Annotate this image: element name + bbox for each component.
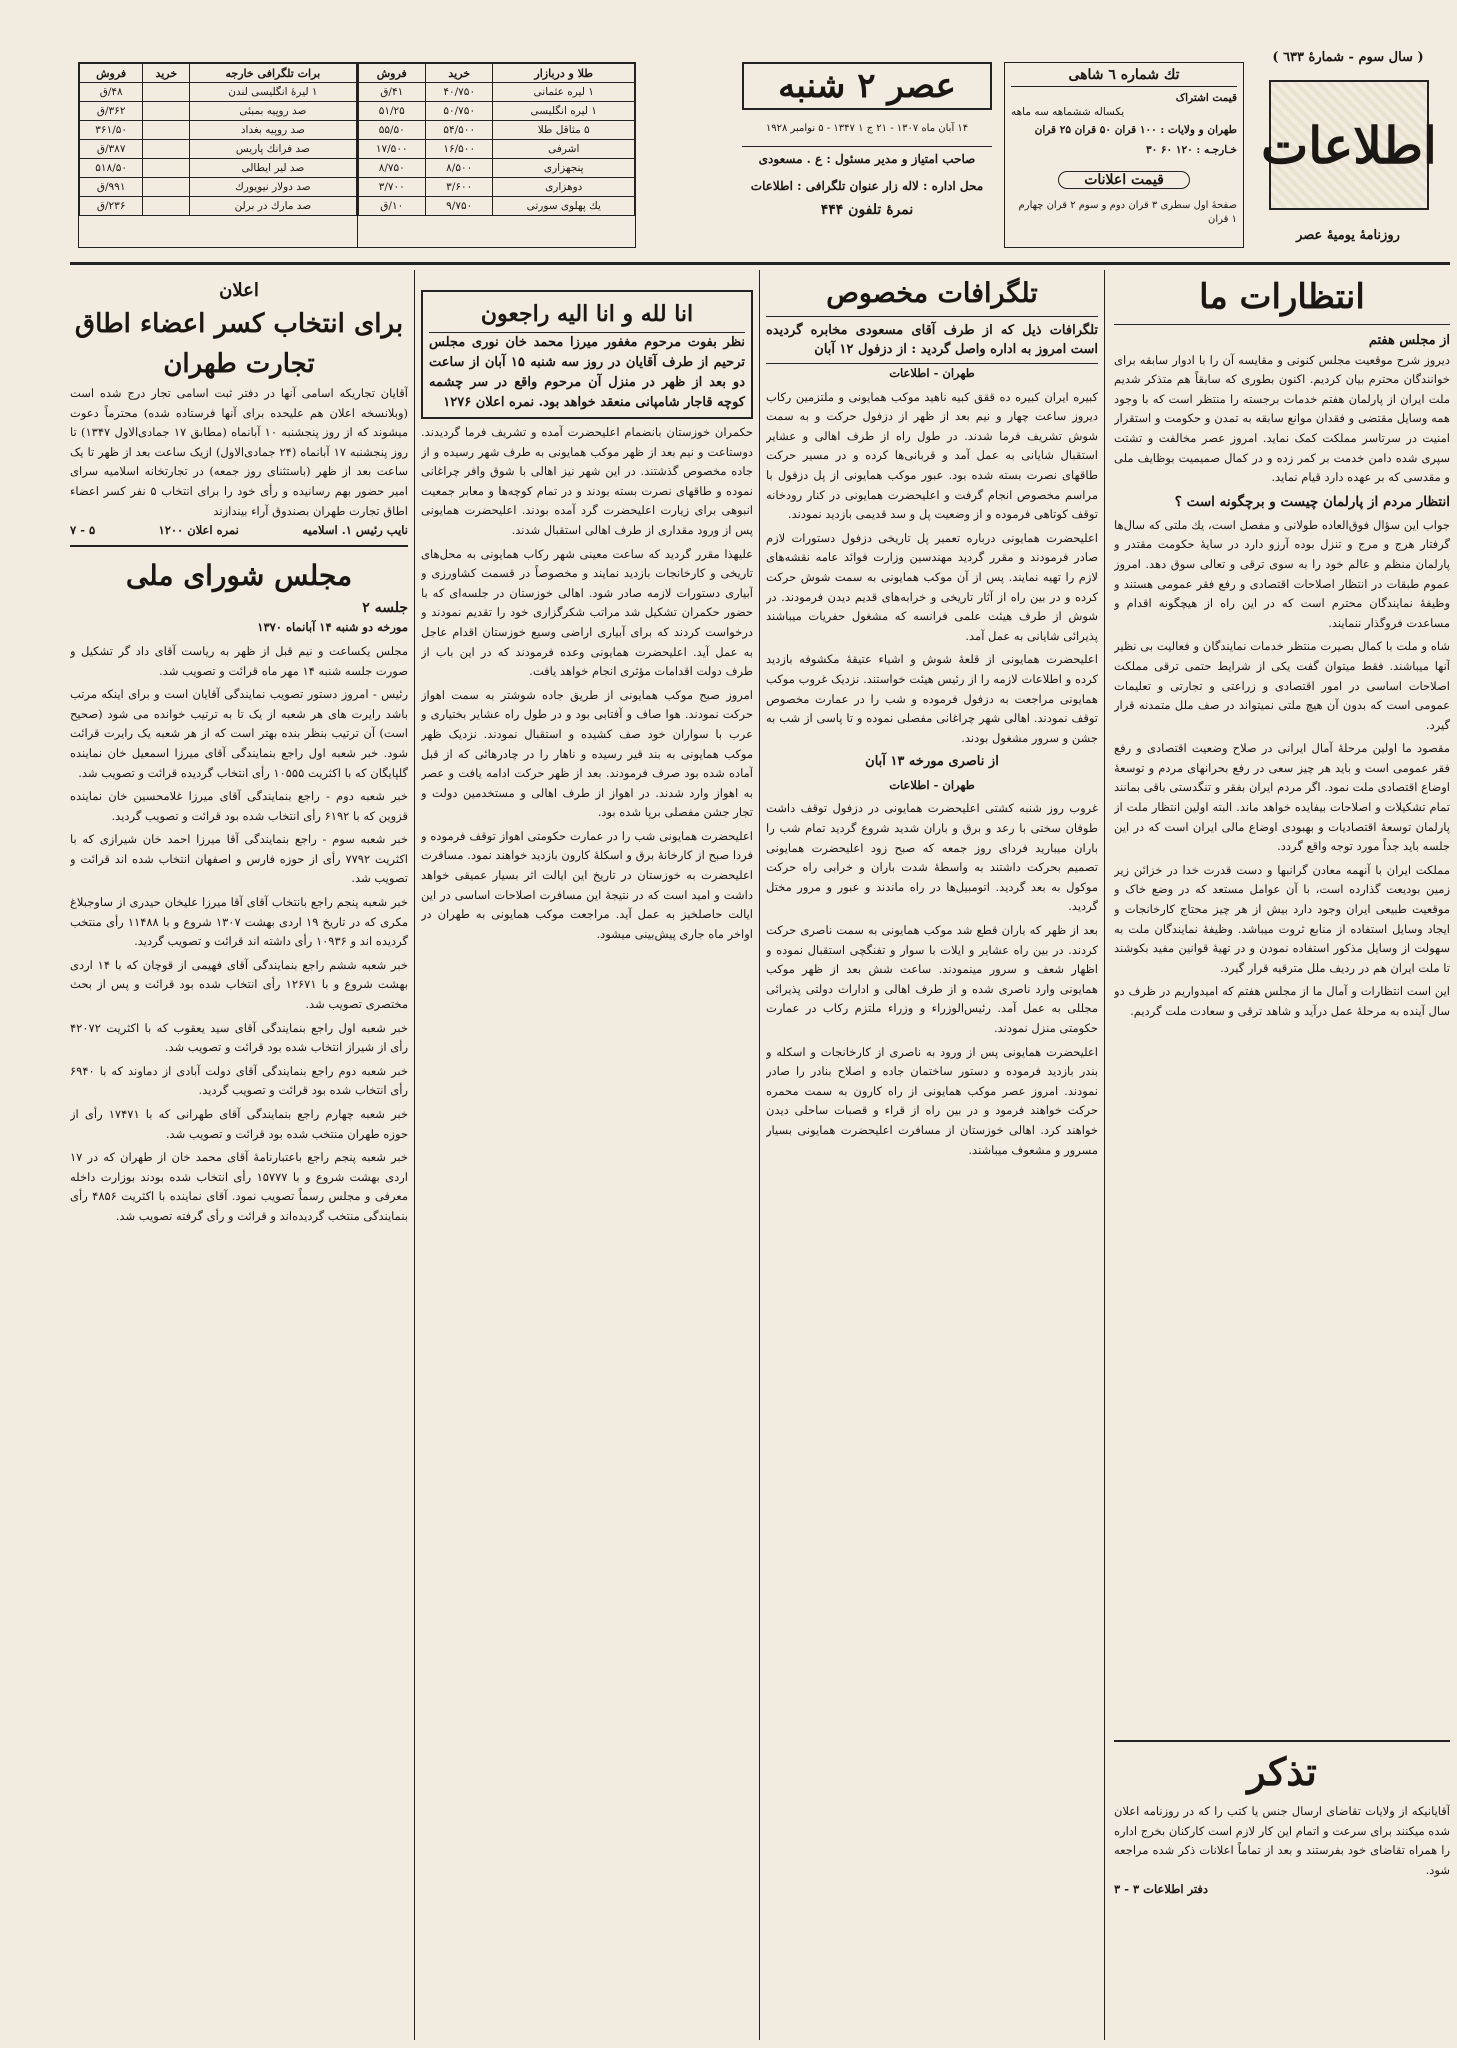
editorial-subheading: انتظار مردم از پارلمان چیست و برچگونه است ؟	[1174, 493, 1450, 510]
parliament-paragraph: خبر شعبه پنجم راجع باعتبارنامهٔ آقای محمد خان از طهران که در ۱۷ اردی بهشت شروع و با ۱۵۷۷۷ رأی انتخاب شده بودند بوزارت داخله معرفی و مجلس رسماً تصویب نمود. آقای نماینده با اکثریت ۴۸۵۶ رأی بنمایندگی منتخب گردیده‌اند و قرائت و رأی گرفته تصویب شد.	[70, 1150, 408, 1223]
ad-heading: برای انتخاب کسر اعضاء اطاق تجارت طهران	[74, 309, 404, 379]
table-row: یك پهلوی سورتی ۹/۷۵۰ ۱۰/ق	[358, 197, 635, 216]
table-row: ۱ لیره انگلیسی ۵۰/۷۵۰ ۵۱/۲۵	[358, 102, 635, 121]
parliament-paragraph: خبر شعبه اول راجع بنمایندگی آقای سید یعقوب که با اکثریت ۴۲۰۷۲ رأی از شیراز انتخاب شده بود قرائت و تصویب شد.	[70, 1020, 408, 1055]
ad-text: آقایان تجاریکه اسامی آنها در دفتر ثبت اسامی تجار درج شده است (وبلانسخه اعلان هم علیحده برای آنها فرستاده شده) محترماً دعوت میشوند که از روز پنجشنبه ۱۰ آبانماه (مطابق ۱۷ جمادی‌الاول ۱۳۴۷) تا روز پنجشنبه ۱۷ آبانماه (۲۴ جمادی‌الاول) ازیک ساعت بعد از ظهر تا یک ساعت بعد از ظهر (باستثنای روز جمعه) در تجارتخانه اسلامیه سرای امیر حضور بهم رسانیده و رأی خود را برای انتخاب ۵ نفر کسر اعضاء اطاق تجارت طهران بصندوق آراء بیندازند	[70, 386, 408, 518]
obituary-box	[421, 290, 753, 419]
subscription-label: قیمت اشتراک	[1175, 92, 1237, 104]
parliament-paragraph: خبر شعبه دوم راجع بنمایندگی آقای دولت آبادی از دماوند که با ۶۹۴۰ رأی انتخاب شده بود قرائت و تصویب گردید.	[70, 1063, 408, 1098]
table-row: ۱ لیره عثمانی ۴۰/۷۵۰ ۴۱/ق	[358, 83, 635, 102]
rates-col-sell: فروش	[358, 64, 425, 83]
rates-right	[357, 63, 636, 247]
column-editorial	[1114, 270, 1450, 2040]
editorial-paragraph: شاه و ملت با کمال بصیرت منتظر خدمات نمایندگان و فعالیت بی نظیر آنها میباشند. فقط میتوان گفت یکی از شرایط حتمی ترقی مملکت اصلاحات اساسی در امور اقتصادی و زراعتی و تجارتی و تعلیمات عمومی است که بدون آن هیچ ملتی نمیتواند در صف ملل متمدنه قرار گیرد.	[1114, 639, 1450, 732]
rates-table-right	[358, 63, 636, 216]
subscription-box	[1004, 62, 1244, 248]
table-row: صد مارك در برلن ۲۳۶/ق	[80, 197, 357, 216]
table-row: ۱ لیرهٔ انگلیسی لندن ۴۸/ق	[80, 83, 357, 102]
rates-col-buy: خرید	[425, 64, 492, 83]
telegram-paragraph: اعلیحضرت همایونی پس از ورود به ناصری از کارخانجات و اسکله و بندر بازدید فرموده و دستور ساختمان جاده و اصلاح بنادر را صادر نمودند. امروز عصر موکب همایونی از راه کارون به سمت محمره حرکت خواهند فرمود و در بین راه از قراء و قصبات ساحلی دیدن خواهند کرد. اهالی خوزستان از مسافرت اعلیحضرت همایونی بسیار مسرور و مشعوف میباشند.	[766, 1044, 1098, 1157]
rates-col-type: برات تلگرافی خارجه	[190, 64, 356, 83]
newspaper-logo	[1261, 80, 1437, 210]
parliament-session: جلسه ۲	[362, 599, 408, 616]
subscription-tehran: طهران و ولایات : ۱۰۰ قران ۵۰ قران ۲۵ قران	[1034, 124, 1237, 136]
rates-col-buy: خرید	[143, 64, 190, 83]
telegram-dateline: طهران - اطلاعات	[889, 777, 975, 792]
single-price: تك شماره ٦ شاهی	[1011, 67, 1237, 87]
editorial-paragraph: دیروز شرح موقعیت مجلس کنونی و مقایسه آن را با ادوار سابقه برای خوانندگان محترم بیان کردیم. اکنون بطوری که سابقاً هم متذکر شدیم ملت ایران از پارلمان هفتم خدمات برجسته را منتظر است که با وجود همه وسایل مقتضی و فقدان موانع سابقه به تمدن و حکومت و استقرار امنیت در سرتاسر مملکت کمک نماید. امروز عصر مخالفت و تشتت سپری شده دامن خدمت بر کمر زده و در کمال صمیمیت بوظایف ملی و مقدسی که بر عهده دارد قیام نماید.	[1114, 352, 1450, 485]
news-paragraph: اعلیحضرت همایونی شب را در عمارت حکومتی اهواز توقف فرموده و فردا صبح از کارخانهٔ برق و اسکلهٔ کارون بازدید خواهند نمود. مسافرت اعلیحضرت به خوزستان در تاریخ این ایالت اثر بسیار عمیقی خواهد داشت و امید است که در نتیجهٔ این مسافرت اصلاحات اساسی در این ایالت حاصلخیز به عمل آید. مراجعت موکب همایونی به طهران در اواخر ماه جاری پیش‌بینی میشود.	[421, 828, 753, 941]
parliament-intro: مورخه دو شنبه ۱۴ آبانماه ۱۳۷۰	[257, 620, 408, 635]
subtitle: روزنامهٔ یومیهٔ عصر	[1296, 228, 1400, 243]
column-divider	[414, 270, 416, 2040]
subscription-head: یکساله ششماهه سه ماهه	[1011, 106, 1125, 118]
date-line: ۱۴ آبان ماه ۱۳۰۷ - ۲۱ ج ۱ ۱۳۴۷ - ۵ نوامبر ۱۹۲۸	[765, 123, 969, 134]
masthead-rule	[70, 262, 1450, 265]
news-paragraph: علیهذا مقرر گردید که ساعت معینی شهر رکاب همایونی به محل‌های تاریخی و کارخانجات بازدید نمایند و مخصوصاً در قسمت کشاورزی و آبیاری دستورات لازمه صادر شود. اهالی خوزستان در جلسه‌ای که با حضور حکمران تشکیل شد مراتب شکرگزاری خود را تقدیم نمودند و درخواست کردند که برای آبیاری اراضی وسیع خوزستان اقدام عاجل به عمل آید. اعلیحضرت همایونی وعده فرمودند که در این باب از طرف دولت اقدامات مؤثری انجام خواهد یافت.	[421, 546, 753, 679]
telegrams-title: تلگرافات مخصوص	[766, 272, 1098, 317]
telegram-dateline: از ناصری مورخه ۱۳ آبان	[865, 754, 999, 770]
ads-price-text: صفحهٔ اول سطری ۳ قران دوم و سوم ۲ قران چهارم ۱ قران	[1018, 200, 1237, 225]
parliament-paragraph: خبر شعبه پنجم راجع بانتخاب آقای آقا میرزا علیخان حیدری از ساوجبلاغ مکری که در تاریخ ۱۹ اردی بهشت ۱۳۰۷ شروع و با ۱۱۴۸۸ رأی منتخب گردیده اند و ۱۰۹۳۶ رأی داشته اند قرائت و تصویب گردید.	[70, 895, 408, 949]
masthead-logo-block	[1253, 52, 1443, 257]
year-issue: ( سال سوم - شمارهٔ ٦٣٣ )	[1272, 50, 1424, 65]
column-obituary	[421, 270, 753, 2040]
editorial-paragraph: مملکت ایران با آنهمه معادن گرانبها و دست قدرت خدا در خزائن زیر زمین بودیعت گذارده است، با آن عوامل مستعد که در وضع خاک و موقعیت طبیعی ایران وجود دارد بیش از هر چیز محتاج کارخانجات و ایجاد وسایل استفاده از منابع ثروت میباشد. وظیفهٔ نمایندگان ملت به سهولت از وسایل مذکور استفاده نمودن و در تهیهٔ قوانین مفید بکوشند تا ملت ایران هم در ردیف ملل مترقیه قرار گیرد.	[1114, 862, 1450, 975]
parliament-paragraph: مجلس یکساعت و نیم قبل از ظهر به ریاست آقای داد گر تشکیل و صورت جلسه شنبه ۱۴ مهر ماه قرائت و تصویب شد.	[70, 643, 408, 678]
editorial-paragraph: این است انتظارات و آمال ما از مجلس هفتم که امیدواریم در ظرف دو سال آینده به مرحلهٔ عمل درآید و شاهد ترقی و سعادت ملت گردیم.	[1114, 984, 1450, 1018]
chamber-ad	[70, 278, 408, 547]
news-paragraph: امروز صبح موکب همایونی از طریق جاده شوشتر به سمت اهواز حرکت نمودند. هوا صاف و آفتابی بود و در طول راه عشایر بختیاری و عرب با سواران خود صف کشیده و استقبال نمودند. نزدیک ظهر موکب همایونی به بند قیر رسیده و ناهار را در چادرهائی که از قبل آماده شده بود صرف فرمودند. بعد از ظهر حرکت ادامه یافت و عصر به اهواز وارد شدند. در اهواز از طرف اهالی و مستخدمین دولت و تجار جشن مفصلی برپا شده بود.	[421, 687, 753, 820]
table-row: اشرفی ۱۶/۵۰۰ ۱۷/۵۰۰	[358, 140, 635, 159]
ad-number: ۵ - ۷	[70, 523, 96, 538]
logo-text: اطلاعات	[1261, 115, 1437, 175]
rates-table-left	[79, 63, 357, 216]
rates-col-type: طلا و دربازار	[493, 64, 635, 83]
notice-text: آقایانیکه از ولایات تقاضای ارسال جنس یا کتب را که در روزنامه اعلان شده میکنند برای سرعت و اتمام این کار لازم است کارکنان بخرج اداره را همراه تقاضای خود بفرستند و بعد از تماماً اعلانات ذکر شده مراجعه شود.	[1114, 1804, 1450, 1877]
editorial-subheading: از مجلس هفتم	[1368, 333, 1450, 348]
rates-left	[79, 63, 357, 247]
news-paragraph: حکمران خوزستان بانضمام اعلیحضرت آمده و تشریف فرما گردیدند. دوستاعت و نیم بعد از ظهر موکب همایونی به طرف شهر رسیده و از جاده مخصوص گذشتند. در این شهر نیز اهالی با شوق وافر چراغانی نموده و طاقهای نصرت بسته بودند و در تمام کوچه‌ها و معابر جمعیت انبوهی برای زیارت اعلیحضرت گرد آمده بودند. اعلیحضرت همایونی پس از ورود مقداری از طرف اهالی استقبال شدند.	[421, 425, 753, 537]
editorial-title: انتظارات ما	[1114, 274, 1450, 325]
rates-col-sell: فروش	[80, 64, 143, 83]
parliament-paragraph: رئیس - امروز دستور تصویب نمایندگی آقایان است و برای اینکه مرتب باشد رایرت های هر شعبه از یک تا به ترتیب خوانده می شود (صحیح است) آن ترتیب بنظر بنده بهتر است که از هر شعبه یک رایرت قرائت شود. خبر شعبه اول راجع بنمایندگی آقای میرزا اسمعیل خان نماینده گلپایگان که با اکثریت ۱۰۵۵۵ رأی انتخاب گردیده قرائت و تصویب شد.	[70, 687, 408, 780]
owner-line: صاحب امتیاز و مدیر مسئول : ع . مسعودی	[742, 146, 992, 167]
subscription-abroad: خـارجـه : ۱۲۰ ۶۰ ۳۰	[1145, 144, 1237, 156]
table-row: صد فرانك پاریس ۳۸۷/ق	[80, 140, 357, 159]
notice-title: تذکر	[1247, 1749, 1317, 1794]
parliament-title: مجلس شورای ملی	[125, 558, 353, 592]
column-divider	[1104, 270, 1106, 2040]
telegram-paragraph: اعلیحضرت همایونی درباره تعمیر پل تاریخی دزفول دستورات لازم صادر فرمودند و مقرر گردید مهندسین وزارت فوائد عامه نقشه‌های لازم را تهیه نمایند. پس از آن موکب همایونی به سمت شوش حرکت کرده و در بین راه از آثار تاریخی و خرابه‌های قدیم دیدن فرمودند. در شوش از طرف هیئت علمی فرانسه که مشغول حفریات میباشند پذیرائی شایانی به عمل آمد.	[766, 530, 1098, 643]
parliament-paragraph: خبر شعبه چهارم راجع بنمایندگی آقای طهرانی که با ۱۷۴۷۱ رأی از حوزه طهران منتخب شده بود قرائت و تصویب شد.	[70, 1107, 408, 1141]
column-telegrams	[766, 270, 1098, 2040]
telegrams-intro: تلگرافات ذیل که از طرف آقای مسعودی مخابره گردیده است امروز به اداره واصل گردید : از دزفول ۱۲ آبان	[766, 323, 1098, 357]
telegram-paragraph: کبیره ایران کبیره ده ققق کبیه ناهید موکب همایونی و ملتزمین رکاب دیروز ساعت چهار و نیم بعد از ظهر از دزفول حرکت و به سمت شوش تشریف فرما شدند. در طول راه از طرف اهالی و عشایر استقبال شایانی به عمل آمد و قربانی‌ها کرده و در مسیر حرکت طاقهای نصرت بسته شده بود. عبور موکب همایونی از پل دزفول با مراسم مخصوص انجام گرفت و اعلیحضرت همایونی در کنار رودخانه توقف کوتاهی فرموده و از وضعیت پل و سد قدیمی بازدید نمودند.	[766, 389, 1098, 522]
telegram-paragraph: اعلیحضرت همایونی از قلعهٔ شوش و اشیاء عتیقهٔ مکشوفه بازدید کرده و اطلاعات لازمه را از رئیس هیئت خواستند. نزدیک غروب موکب همایونی مراجعت به دزفول فرموده و شب را در عمارت مخصوص توقف نمودند. اهالی شهر چراغانی مفصلی نموده و تا پاسی از شب به جشن و سرور مشغول بودند.	[766, 652, 1098, 745]
telegram-paragraph: بعد از ظهر که باران قطع شد موکب همایونی به سمت ناصری حرکت کردند. در بین راه عشایر و ایلات با سوار و تفنگچی استقبال نموده و اظهار شعف و سرور مینمودند. ساعت شش بعد از ظهر موکب همایونی وارد ناصری شده و از طرف اهالی و ادارات دولتی پذیرائی مجللی به عمل آمد. رئیس‌الوزراء و وزراء ملتزم رکاب در عمارت حکومتی منزل نمودند.	[766, 923, 1098, 1035]
table-row: صد روپیه بغداد ۳۶۱/۵۰	[80, 121, 357, 140]
editorial-paragraph: جواب این سؤال فوق‌العاده طولانی و مفصل است، یك ملتی كه سال‌ها گرفتار هرج و مرج و تنزل بوده آرزو دارد در سایهٔ حکومت مقتدر و پارلمان منظم و عالم خود را به سوی ترقی و تعالی سوق دهد. امروز عموم طبقات در انتظار اصلاحات اقتصادی و رفع فقر عمومی هستند و وظیفهٔ نمایندگان محترم است که در این راه از هیچگونه اقدام و مساعدت فروگذار ننمایند.	[1114, 517, 1450, 630]
editorial-paragraph: مقصود ما اولین مرحلهٔ آمال ایرانی در صلاح وضعیت اقتصادی و رفع فقر عمومی است و باید هر چیز سعی در رفع بحرانهای مردم و توسعهٔ اوضاع اقتصادی ملت نمود. اگر مردم ایران بفقر و تنگدستی باقی بمانند تمام تشکیلات و اصلاحات بیفایده خواهد ماند. البته اولین انتظار ملت از پارلمان توسعهٔ اقتصادیات و بهبودی اوضاع مالی ایران است که در این جلسه باید جداً مورد توجه واقع گردد.	[1114, 741, 1450, 854]
phone-line: نمرهٔ تلفون ۴۴۴	[820, 202, 914, 218]
obituary-notice: نظر بفوت مرحوم مغفور میرزا محمد خان نوری مجلس ترحیم از طرف آقایان در روز سه شنبه ۱۵ آبان از ساعت دو بعد از ظهر در منزل آن مرحوم واقع در سر چشمه کوچه قاجار شامپانی منعقد خواهد بود. نمره اعلان ۱۲۷۶	[429, 335, 745, 410]
table-row: صد روپیه بمبئی ۳۶۲/ق	[80, 102, 357, 121]
telegram-paragraph: غروب روز شنبه کشتی اعلیحضرت همایونی در دزفول توقف داشت طوفان سختی با رعد و برق و باران شدید شروع گردید تمام شب را باران میبارید فردای روز جمعه که صبح زود اعلیحضرت همایونی تصمیم بحرکت داشتند به واسطهٔ شدت باران و خرابی راه حرکت موکول به بعد گردید. اتومبیل‌ها در راه ماندند و عبور و مرور مختل گردید.	[766, 801, 1098, 914]
ads-price-label: قیمت اعلانات	[1058, 171, 1190, 189]
office-line: محل اداره : لاله زار عنوان تلگرافی : اطلاعات	[750, 179, 984, 193]
table-row: صد دولار نیویورك ۹۹۱/ق	[80, 178, 357, 197]
table-row: پنجهزاری ۸/۵۰۰ ۸/۷۵۰	[358, 159, 635, 178]
rates-block	[78, 62, 636, 248]
table-row: ۵ مثاقل طلا ۵۴/۵۰۰ ۵۵/۵۰	[358, 121, 635, 140]
ad-ref: نمره اعلان ۱۲۰۰	[158, 523, 239, 538]
table-row: صد لیر ایطالی ۵۱۸/۵۰	[80, 159, 357, 178]
telegram-dateline: طهران - اطلاعات	[766, 363, 1098, 384]
obituary-title: انا لله و انا الیه راجعون	[429, 296, 745, 333]
column-divider	[759, 270, 761, 2040]
notice-sign: دفتر اطلاعات ۳ - ۳	[1114, 1882, 1208, 1897]
parliament-paragraph: خبر شعبه سوم - راجع بنمایندگی آقا میرزا احمد خان شیرازی که با اکثریت ۷۷۹۲ رأی از حوزه فارس و اصفهان انتخاب شده اند قرائت و تصویب شد.	[70, 832, 408, 886]
edition-title: عصر ۲ شنبه	[742, 62, 992, 110]
parliament-paragraph: خبر شعبه ششم راجع بنمایندگی آقای فهیمی از قوچان که با ۱۴ اردی بهشت شروع و با ۱۲۶۷۱ رأی انتخاب شده بود قرائت و پس از بحث مختصری تصویب شد.	[70, 957, 408, 1012]
ad-sign: نایب رئیس ۱. اسلامیه	[302, 523, 408, 538]
table-row: دوهزاری ۳/۶۰۰ ۳/۷۰۰	[358, 178, 635, 197]
ad-title: اعلان	[219, 280, 259, 301]
parliament-paragraph: خبر شعبه دوم - راجع بنمایندگی آقای میرزا غلامحسین خان نماینده قزوین که با ۶۱۹۲ رأی انتخاب شده بود قرائت و تصویب گردید.	[70, 789, 408, 823]
edition-block	[742, 62, 992, 248]
column-parliament	[70, 270, 408, 2040]
masthead	[0, 0, 1457, 265]
columns-area	[70, 270, 1450, 2040]
